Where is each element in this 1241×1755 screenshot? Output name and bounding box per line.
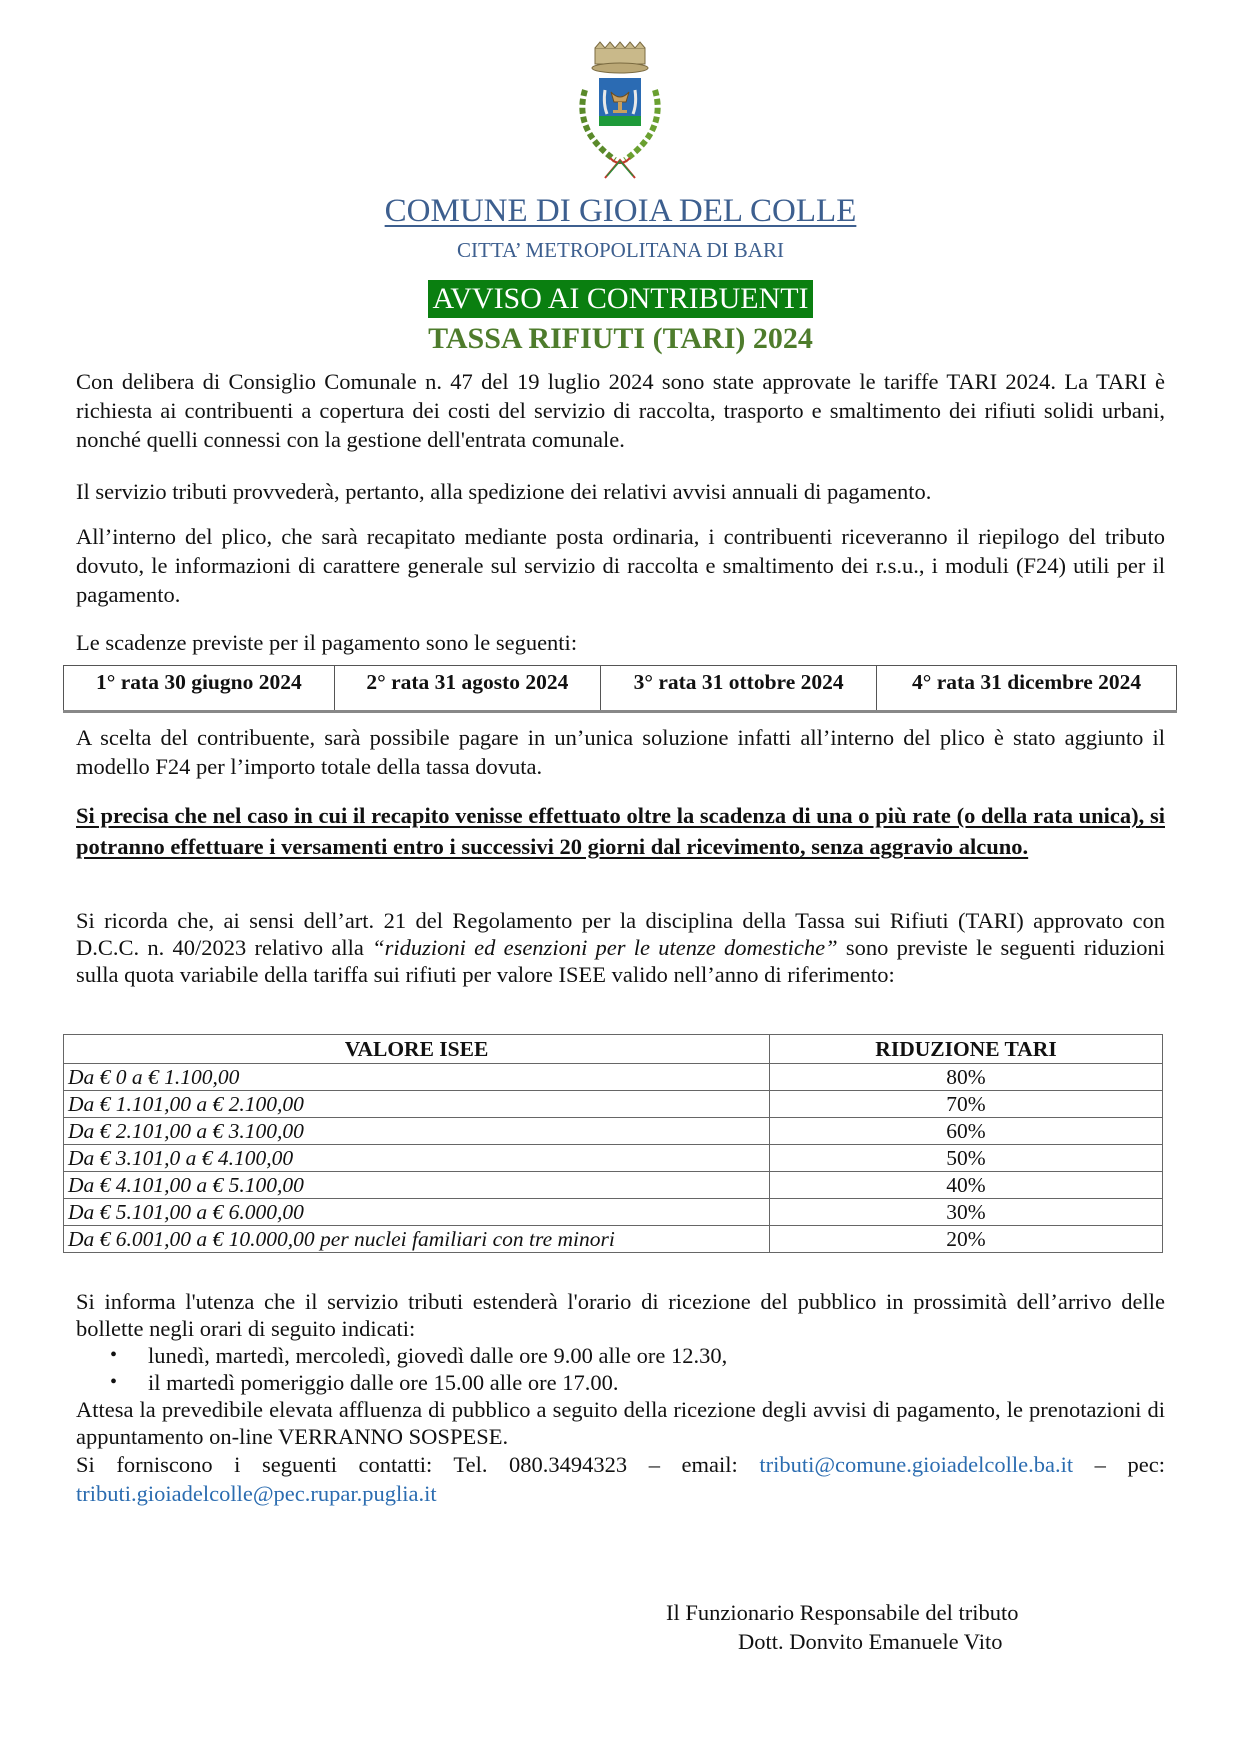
table-row [64,1118,1163,1145]
tari-title: TASSA RIFIUTI (TARI) 2024 [428,322,813,355]
table-row [64,1091,1163,1118]
isee-reductions-table [63,1034,1163,1253]
table-row [64,666,1177,712]
avviso-banner: AVVISO AI CONTRIBUENTI [0,280,1241,318]
isee-range: Da € 1.101,00 a € 2.100,00 [64,1091,770,1118]
regulation-title: “riduzioni ed esenzioni per le utenze domestiche” [372,935,838,960]
office-hours-list [110,1342,727,1396]
paragraph-plico: All’interno del plico, che sarà recapitato mediante posta ordinaria, i contribuenti riceveranno il riepilogo del tributo dovuto, le informazioni di carattere generale sul servizio di raccolta e smaltimento dei r.s.u., i moduli (F24) utili per il pagamento. [76,524,1165,607]
isee-range: Da € 0 a € 1.100,00 [64,1064,770,1091]
list-item: • lunedì, martedì, mercoledì, giovedì dalle ore 9.00 alle ore 12.30, [110,1342,727,1369]
isee-range: Da € 2.101,00 a € 3.100,00 [64,1118,770,1145]
reduction-value: 80% [770,1064,1163,1091]
deadline-cell: 2° rata 31 agosto 2024 [334,666,600,712]
table-row [64,1064,1163,1091]
deadline-cell: 4° rata 31 dicembre 2024 [877,666,1177,712]
paragraph-scadenze: Le scadenze previste per il pagamento sono le seguenti: [76,630,578,655]
deadline-cell: 1° rata 30 giugno 2024 [64,666,335,712]
isee-range: Da € 6.001,00 a € 10.000,00 per nuclei familiari con tre minori [64,1226,770,1253]
deadline-cell: 3° rata 31 ottobre 2024 [601,666,877,712]
isee-range: Da € 5.101,00 a € 6.000,00 [64,1199,770,1226]
paragraph-orari: Si informa l'utenza che il servizio tributi estenderà l'orario di ricezione del pubblico in prossimità dell’arrivo delle bollette negli orari di seguito indicati: [76,1289,1165,1341]
reduction-value: 60% [770,1118,1163,1145]
paragraph-contatti: Si forniscono i seguenti contatti: Tel. 080.3494323 – email: tributi@comune.gioiadelcolle.ba.it – pec: tributi.gioiadelcolle@pec.rupar.puglia.it [76,1452,1165,1506]
table-row [64,1226,1163,1253]
deadlines-table [63,665,1177,713]
table-row [64,1172,1163,1199]
signature-role: Il Funzionario Responsabile del tributo [666,1600,1019,1625]
column-header-isee: VALORE ISEE [64,1035,770,1064]
paragraph-servizio: Il servizio tributi provvederà, pertanto, alla spedizione dei relativi avvisi annuali di pagamento. [76,479,932,504]
table-row [64,1145,1163,1172]
paragraph-prenotazioni: Attesa la prevedibile elevata affluenza di pubblico a seguito della ricezione degli avvisi di pagamento, le prenotazioni di appuntamento on-line VERRANNO SOSPESE. [76,1397,1165,1449]
comune-title: COMUNE DI GIOIA DEL COLLE [384,193,857,229]
column-header-riduzione: RIDUZIONE TARI [770,1035,1163,1064]
paragraph-unica-soluzione: A scelta del contribuente, sarà possibile pagare in un’unica soluzione infatti all’interno del plico è stato aggiunto il modello F24 per l’importo totale della tassa dovuta. [76,725,1165,779]
reduction-value: 70% [770,1091,1163,1118]
table-row [64,1199,1163,1226]
reduction-value: 40% [770,1172,1163,1199]
list-item: • il martedì pomeriggio dalle ore 15.00 alle ore 17.00. [110,1369,727,1396]
reduction-value: 20% [770,1226,1163,1253]
reduction-value: 30% [770,1199,1163,1226]
isee-range: Da € 3.101,0 a € 4.100,00 [64,1145,770,1172]
reduction-value: 50% [770,1145,1163,1172]
table-header-row [64,1035,1163,1064]
paragraph-precisazione: Si precisa che nel caso in cui il recapito venisse effettuato oltre la scadenza di una o più rate (o della rata unica), si potranno effettuare i versamenti entro i successivi 20 giorni dal ricevimento, senza aggravio alcuno. [76,803,1165,859]
paragraph-riduzioni: Si ricorda che, ai sensi dell’art. 21 del Regolamento per la disciplina della Tassa sui Rifiuti (TARI) approvato con D.C.C. n. 40/2023 relativo alla “riduzioni ed esenzioni per le utenze domestiche” sono previste le seguenti riduzioni sulla quota variabile della tariffa sui rifiuti per valore ISEE valido nell’anno di riferimento: [76,908,1165,987]
isee-range: Da € 4.101,00 a € 5.100,00 [64,1172,770,1199]
citta-subtitle: CITTA’ METROPOLITANA DI BARI [457,238,784,262]
signature-name: Dott. Donvito Emanuele Vito [738,1629,1003,1654]
paragraph-delibera: Con delibera di Consiglio Comunale n. 47 del 19 luglio 2024 sono state approvate le tariffe TARI 2024. La TARI è richiesta ai contribuenti a copertura dei costi del servizio di raccolta, trasporto e smaltimento dei rifiuti solidi urbani, nonché quelli connessi con la gestione dell'entrata comunale. [76,369,1165,452]
coat-of-arms-icon [555,40,685,190]
pec-link[interactable]: tributi.gioiadelcolle@pec.rupar.puglia.it [76,1481,437,1506]
email-link[interactable]: tributi@comune.gioiadelcolle.ba.it [759,1452,1074,1477]
